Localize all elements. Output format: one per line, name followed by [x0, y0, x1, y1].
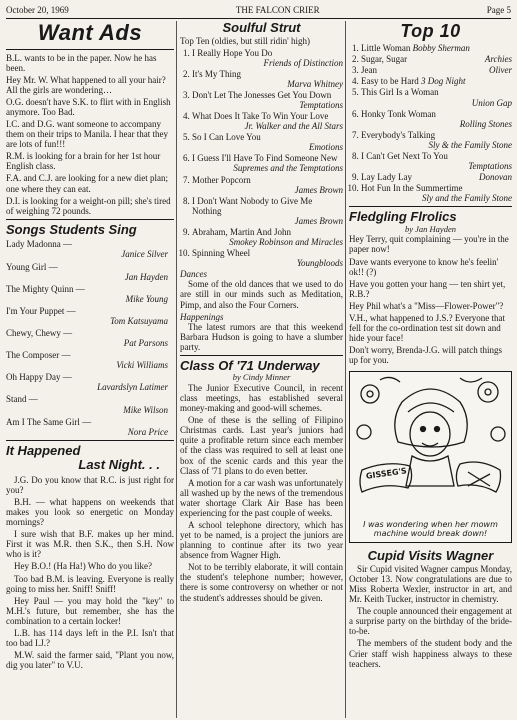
song-artist: Smokey Robinson and Miracles	[229, 237, 343, 248]
top10-entry	[361, 130, 512, 150]
song-title: What Does It Take To Win Your Love	[192, 111, 329, 122]
top10-entry	[361, 87, 512, 107]
song-title: So I Can Love You	[192, 132, 261, 143]
song-artist: Youngbloods	[296, 258, 343, 269]
soulful-entry	[192, 227, 343, 247]
soulful-entry	[192, 90, 343, 110]
song-artist: James Brown	[294, 215, 343, 226]
song-artist: 3 Dog Night	[420, 76, 466, 87]
song-entry	[6, 372, 174, 392]
want-ad: I.C. and D.G. want someone to accompany them on their trips to Manila. I hear that they are lots of fun!!!	[6, 119, 168, 150]
song-entry	[6, 306, 174, 326]
fledgling-item: Don't worry, Brenda-J.G. will patch things up for you.	[349, 345, 503, 366]
column-middle	[180, 21, 343, 605]
song-artist: Temptations	[468, 161, 512, 172]
top10-entry	[361, 65, 512, 75]
article-paragraph: A school telephone directory, which has yet to be named, is a project the juniors are planning to continue after its two year absence from Wagner High.	[180, 519, 343, 561]
gossip-item: Too bad B.M. is leaving. Everyone is really going to miss her. Sniff! Sniff!	[6, 573, 174, 594]
issue-date: October 20, 1969	[6, 5, 69, 15]
happenings-label: Happenings	[180, 311, 224, 322]
divider	[6, 440, 174, 441]
article-paragraph: A motion for a car wash was unfortunately all washed up by the news of the tremendous water shortage Clark Air Base has been experiencing for the past couple of weeks.	[180, 477, 343, 518]
song-singer: Tom Katsuyama	[110, 315, 168, 326]
top10-entry	[361, 54, 512, 64]
article-paragraph: The members of the student body and the Crier staff wish happiness always to these teachers.	[349, 638, 512, 669]
song-title: It's My Thing	[192, 68, 241, 79]
cartoon-illustration	[349, 371, 512, 543]
song-singer: Mike Young	[125, 293, 168, 304]
gossip-item: J.G. Do you know that R.C. is just right for you?	[6, 474, 174, 495]
gossip-item: Hey B.O.! (Ha Ha!) Who do you like?	[14, 561, 153, 572]
song-title: I Guess I'll Have To Find Someone New	[192, 153, 338, 164]
top10-entry	[361, 109, 512, 129]
song-artist: Sly and the Family Stone	[422, 193, 512, 204]
gossip-item: M.W. said the farmer said, "Plant you now, dig you later" to V.U.	[6, 650, 174, 671]
want-ad: R.M. is looking for a brain for her 1st hour English class.	[6, 151, 161, 172]
column-divider	[176, 21, 177, 718]
soulful-intro: Top Ten (oldies, but still ridin' high)	[180, 35, 310, 46]
fledgling-item: Have you gotten your hang — ten shirt yet, R.B.?	[349, 278, 506, 299]
divider	[180, 355, 343, 356]
gossip-item: Hey Paul — you may hold the "key" to M.H.'s future, but remember, she has the combination to a certain locker!	[6, 595, 174, 626]
song-entry	[6, 350, 174, 370]
divider	[6, 49, 174, 50]
top10-entry	[361, 172, 512, 182]
page-number: Page 5	[486, 5, 511, 15]
fledgling-item: Dave wants everyone to know he's feelin' ok!! (?)	[349, 256, 499, 277]
song-artist: Bobby Sherman	[412, 43, 470, 54]
fledgling-byline: by Jan Hayden	[405, 223, 456, 234]
song-artist: Jr. Walker and the All Stars	[244, 121, 343, 132]
last-night-title-line2: Last Night. . .	[78, 457, 160, 473]
column-divider	[345, 21, 346, 718]
song-artist: Friends of Distinction	[263, 57, 343, 68]
song-title: Lay Lady Lay	[361, 172, 412, 183]
song-title: Am I The Same Girl —	[6, 416, 92, 427]
songs-title: Songs Students Sing	[6, 221, 137, 237]
want-ad: D.I. is looking for a weight-on pill; she's tired of weighing 72 pounds.	[6, 195, 171, 216]
cupid-title: Cupid Visits Wagner	[367, 548, 494, 564]
soulful-strut-title: Soulful Strut	[222, 20, 301, 35]
song-title: Honky Tonk Woman	[361, 108, 436, 119]
song-entry	[6, 417, 174, 437]
song-singer: Janice Silver	[121, 249, 168, 260]
page-header	[6, 3, 511, 17]
song-title: Everybody's Talking	[361, 129, 436, 140]
song-artist: Union Gap	[471, 97, 512, 108]
soulful-entry	[192, 69, 343, 89]
song-singer: Nora Price	[127, 426, 168, 437]
want-ads-title: Want Ads	[37, 20, 143, 45]
fledgling-item: Hey Terry, quit complaining — you're in the paper now!	[349, 234, 509, 255]
top10-entry	[361, 183, 512, 203]
want-ad: Hey Mr. W. What happened to all your hair? All the girls are wondering…	[6, 74, 166, 95]
top10-entry	[361, 76, 512, 86]
article-paragraph: The couple announced their engagement at a surprise party on the birthday of the bride-to-be.	[349, 606, 512, 637]
song-singer: Mike Wilson	[123, 404, 168, 415]
song-artist: Sly & the Family Stone	[428, 139, 512, 150]
song-singer: Vicki Williams	[116, 360, 168, 371]
cartoon-caption: I was wondering when her mowm machine would break down!	[363, 519, 498, 538]
song-title: Abraham, Martin And John	[192, 226, 291, 237]
article-paragraph: Sir Cupid visited Wagner campus Monday, October 13. Now congratulations are due to Miss Roberta Wexler, instructor in art, and Mr. Keith Tucker, instructor in chemistry.	[349, 563, 512, 605]
soulful-list	[180, 48, 343, 269]
song-title: This Girl Is a Woman	[361, 87, 439, 98]
top10-entry	[361, 151, 512, 171]
song-title: Hot Fun In the Summertime	[361, 183, 463, 194]
article-paragraph: The Junior Executive Council, in recent class meetings, has established several money-making and good-will schemes.	[180, 382, 343, 414]
song-singer: Jan Hayden	[124, 271, 168, 282]
song-singer: Lavardslyn Latimer	[97, 382, 168, 393]
song-title: Chewy, Chewy —	[6, 327, 73, 338]
song-artist: Rolling Stones	[459, 118, 512, 129]
article-paragraph: Not to be terribly elaborate, it will contain the student's telephone number; however, there is some controversy on whether or not the student's addresses should be given.	[180, 562, 343, 603]
soulful-entry	[192, 48, 343, 68]
song-title: The Composer —	[6, 350, 71, 361]
dances-label: Dances	[180, 269, 207, 280]
song-title: Sugar, Sugar	[361, 54, 408, 65]
class71-byline: by Cindy Minner	[232, 372, 291, 383]
song-title: I Can't Get Next To You	[361, 150, 448, 161]
want-ad: B.L. wants to be in the paper. Now he has been.	[6, 52, 157, 73]
want-ad: O.G. doesn't have S.K. to flirt with in English anymore. Too Bad.	[6, 96, 171, 118]
header-rule	[6, 18, 511, 19]
class71-title: Class Of '71 Underway	[180, 357, 320, 373]
soulful-entry	[192, 248, 343, 268]
column-left	[6, 21, 174, 672]
song-title: Jean	[361, 65, 377, 76]
top10-entry	[361, 43, 512, 53]
song-artist: Donovan	[479, 172, 512, 183]
song-entry	[6, 239, 174, 259]
column-right	[349, 21, 512, 671]
song-artist: Marva Whitney	[287, 78, 343, 89]
newspaper-name: THE FALCON CRIER	[235, 5, 320, 15]
dances-text: Some of the old dances that we used to do are still in our minds such as Meditation, Pimp, and also the Four Corners.	[180, 279, 343, 310]
songs-list	[6, 239, 174, 436]
song-title: I'm Your Puppet —	[6, 305, 76, 316]
song-title: I Don't Want Nobody to Give Me Nothing	[192, 195, 313, 216]
want-ad: F.A. and C.J. are looking for a new diet plan; one where they can eat.	[6, 173, 168, 194]
fledgling-item: V.H., what happened to J.S.? Everyone that fell for the co-ordination test sit down and hide your face!	[349, 312, 506, 344]
soulful-entry	[192, 111, 343, 131]
song-title: The Mighty Quinn —	[6, 283, 85, 294]
song-entry	[6, 394, 174, 414]
song-artist: Supremes and the Temptations	[233, 163, 343, 174]
song-entry	[6, 284, 174, 304]
soulful-entry	[192, 132, 343, 152]
soulful-entry	[192, 196, 343, 226]
song-title: Stand —	[6, 394, 38, 405]
song-title: Lady Madonna —	[6, 239, 72, 250]
fledgling-item: Hey Phil what's a "Miss—Flower-Power"?	[349, 300, 504, 311]
top10-list	[349, 43, 512, 203]
divider	[6, 219, 174, 220]
song-singer: Pat Parsons	[123, 338, 168, 349]
last-night-title-line1: It Happened	[6, 442, 81, 458]
song-title: Young Girl —	[6, 261, 58, 272]
divider	[349, 206, 512, 207]
song-title: Mother Popcorn	[192, 174, 251, 185]
top10-title: Top 10	[400, 21, 461, 41]
gossip-item: L.B. has 114 days left in the P.I. Isn't that too bad I.J.?	[6, 627, 174, 649]
song-artist: Oliver	[489, 65, 512, 76]
cartoon-sign-text: GISSEG'S	[365, 466, 408, 482]
song-title: Spinning Wheel	[192, 248, 251, 259]
song-title: I Really Hope You Do	[192, 47, 273, 58]
song-artist: James Brown	[294, 184, 343, 195]
happenings-text: The latest rumors are that this weekend Barbara Hudson is going to have a slumber party.	[180, 321, 343, 352]
soulful-entry	[192, 175, 343, 195]
article-paragraph: One of these is the selling of Filipino Christmas cards. Last year's juniors had quite a profitable return since each member of the class was required to sell at least one box of the scenic cards and this year the Class of '71 plans to do even better.	[180, 415, 343, 476]
fledgling-title: Fledgling Flrolics	[349, 209, 457, 225]
song-entry	[6, 262, 174, 282]
song-entry	[6, 328, 174, 348]
cartoon-drawing	[350, 372, 510, 539]
gossip-item: B.H. — what happens on weekends that makes you look so energetic on Monday mornings?	[6, 497, 174, 528]
song-title: Oh Happy Day —	[6, 372, 72, 383]
soulful-entry	[192, 153, 343, 173]
song-title: Little Woman	[361, 43, 411, 54]
song-title: Don't Let The Jonesses Get You Down	[192, 89, 332, 100]
song-artist: Archies	[484, 54, 512, 65]
song-artist: Temptations	[299, 100, 343, 111]
want-ads-list	[6, 53, 174, 216]
last-night-body	[6, 475, 174, 670]
song-artist: Emotions	[308, 142, 343, 153]
song-title: Easy to be Hard	[361, 76, 419, 87]
gossip-item: I sure wish that B.F. makes up her mind. First it was M.R. then S.K., then S.H. Now who is it?	[6, 529, 174, 560]
